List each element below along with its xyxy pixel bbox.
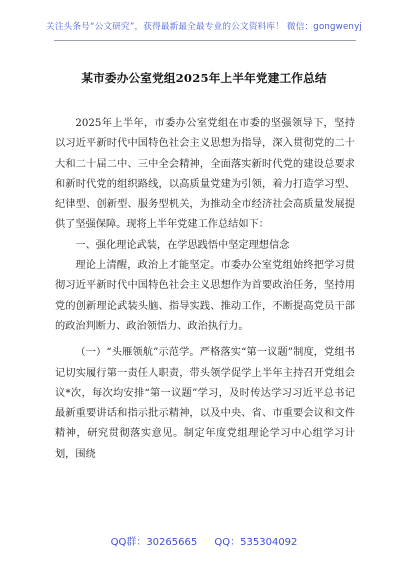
footer-qq-number: QQ：535304092: [214, 537, 298, 548]
body-paragraph: （一）“头雁领航”示范学。严格落实“第一议题”制度，党组书记切实履行第一责任人职责，带头领学促学上半年主持召开党组会议*次，每次均安排“第一议题”学习，及时传达学习习近平总书记最新重要讲话和指示批示精神，以及中央、省、市重要会议和文件精神，研究贯彻落实意见。制定年度党组理论学习中心组学习计划，围绕: [55, 347, 355, 460]
document-body: [55, 114, 355, 465]
header-divider: [54, 40, 356, 41]
intro-paragraph: 2025年上半年，市委办公室党组在市委的坚强领导下，坚持以习近平新时代中国特色社会主义思想为指导，深入贯彻党的二十大和二十届二中、三中全会精神，全面落实新时代党的建设总要求和新时代党的组织路线，以高质量党建为引领，着力打造学习型、纪律型、创新型、服务型机关，为推动全市经济社会高质量发展提供了坚强保障。现将上半年党建工作总结如下：: [55, 118, 355, 231]
footer-contact: [0, 533, 408, 548]
section-heading: 一、强化理论武装，在学思践悟中坚定理想信念: [75, 239, 290, 251]
footer-qq-group: QQ群：30265665: [110, 537, 198, 548]
header-note: 关注头条号“公文研究”，获得最新最全最专业的公文资料库！ 微信：gongwenyj: [46, 22, 362, 32]
body-paragraph: 理论上清醒，政治上才能坚定。市委办公室党组始终把学习贯彻习近平新时代中国特色社会主义思想作为首要政治任务，坚持用党的创新理论武装头脑、指导实践、推动工作，不断提高党员干部的政治判断力、政治领悟力、政治执行力。: [55, 260, 355, 332]
document-title: 某市委办公室党组2025年上半年党建工作总结: [81, 71, 327, 85]
